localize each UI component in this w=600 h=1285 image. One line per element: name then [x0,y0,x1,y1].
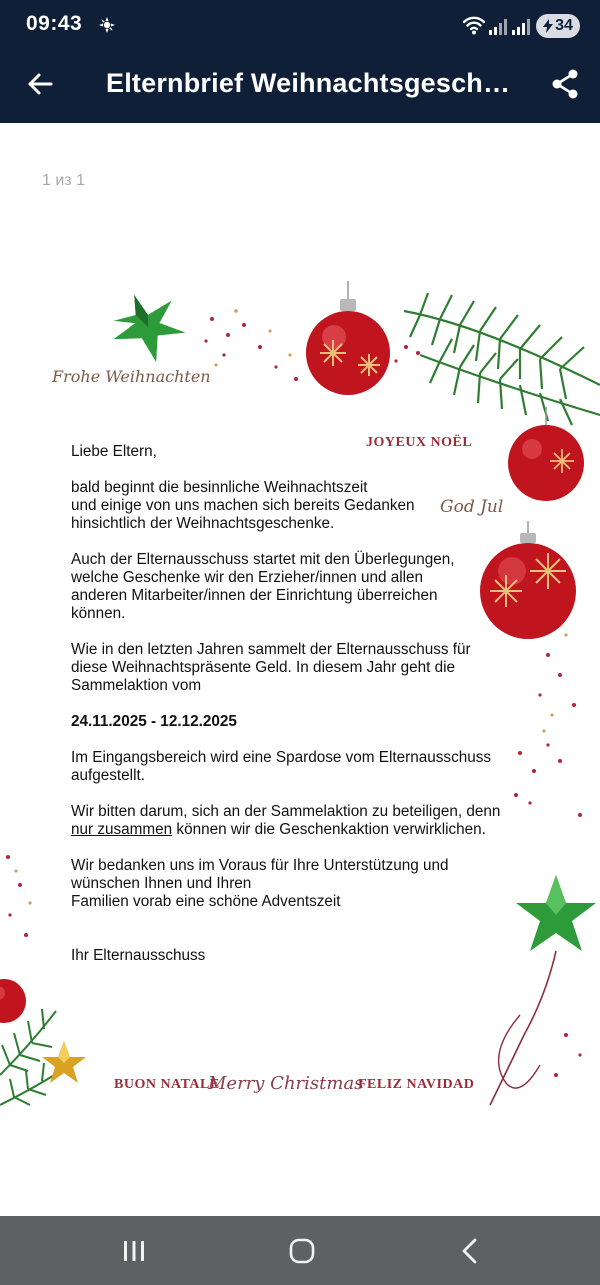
home-button[interactable] [282,1234,322,1268]
p6-line: wünschen Ihnen und Ihren [71,875,252,892]
app-bar [0,52,600,123]
signal-icon-2 [511,17,531,40]
p4-line: Im Eingangsbereich wird eine Spardose vom Elternausschuss [71,749,492,766]
green-star-icon [107,287,190,368]
ornament-bottom-left-icon [0,979,26,1023]
signal-icon-1 [488,17,508,40]
p3-line: diese Weihnachtspräsente Geld. In diesem Jahr geht die [71,659,456,676]
decor-frohe-weihnachten: Frohe Weihnachten [52,367,211,386]
p6-line: Wir bedanken uns im Voraus für Ihre Unterstützung und [71,857,449,874]
date-range: 24.11.2025 - 12.12.2025 [71,713,237,730]
decor-joyeux-noel: JOYEUX NOËL [366,435,473,450]
footer-feliz-navidad: FELIZ NAVIDAD [358,1077,475,1092]
share-button[interactable] [543,62,587,106]
greeting: Liebe Eltern, [71,443,157,460]
p5-line-rest: können wir die Geschenkaktion verwirklichen. [172,821,486,838]
share-icon [551,69,579,99]
page-counter: 1 из 1 [42,172,85,189]
back-button[interactable] [18,62,62,106]
p5-line: Wir bitten darum, sich an der Sammelaktion zu beteiligen, denn [71,803,501,820]
p5-line [71,821,541,839]
top-bar [0,0,600,123]
navigation-bar [0,1216,600,1285]
underlined-phrase: nur zusammen [71,821,173,838]
battery-level: 34 [555,17,573,34]
p1-line: hinsichtlich der Weihnachtsgeschenke. [71,515,335,532]
charging-icon [543,19,553,33]
wifi-icon [462,14,486,41]
nav-back-icon [460,1237,480,1265]
status-bar [0,0,600,52]
document-title: Elternbrief Weihnachtsgesch… [106,68,511,98]
paragraph-6 [71,857,541,911]
signature: Ihr Elternausschuss [71,947,206,964]
notification-icon [98,16,116,39]
status-time: 09:43 [26,12,83,35]
p6-line: Familien vorab eine schöne Adventszeit [71,893,341,910]
footer-merry-christmas: Merry Christmas [208,1073,364,1094]
p1-line: und einige von uns machen sich bereits Gedanken [71,497,415,514]
document-page[interactable] [0,275,600,1115]
p3-line: Wie in den letzten Jahren sammelt der Elternausschuss für [71,641,471,658]
paragraph-1 [71,479,541,533]
paragraph-5 [71,803,541,839]
paragraph-3 [71,641,541,695]
home-icon [288,1237,316,1265]
pine-branch-icon [404,293,600,425]
nav-back-button[interactable] [450,1234,490,1268]
decor-god-jul: God Jul [440,497,504,517]
letter-body [71,443,541,983]
p2-line: Auch der Elternausschuss startet mit den Überlegungen, [71,551,455,568]
paragraph-4 [71,749,541,785]
ornament-top-icon [306,281,390,395]
recent-apps-icon [121,1239,147,1263]
recent-apps-button[interactable] [114,1234,154,1268]
arrow-left-icon [27,72,53,96]
footer-buon-natale: BUON NATALE [114,1077,220,1092]
p2-line: können. [71,605,126,622]
p2-line: anderen Mitarbeiter/innen der Einrichtung überreichen [71,587,438,604]
battery-indicator [536,14,580,38]
p1-line: bald beginnt die besinnliche Weihnachtszeit [71,479,368,496]
p4-line: aufgestellt. [71,767,145,784]
p2-line: welche Geschenke wir den Erzieher/innen und allen [71,569,424,586]
paragraph-2 [71,551,541,623]
p3-line: Sammelaktion vom [71,677,202,694]
